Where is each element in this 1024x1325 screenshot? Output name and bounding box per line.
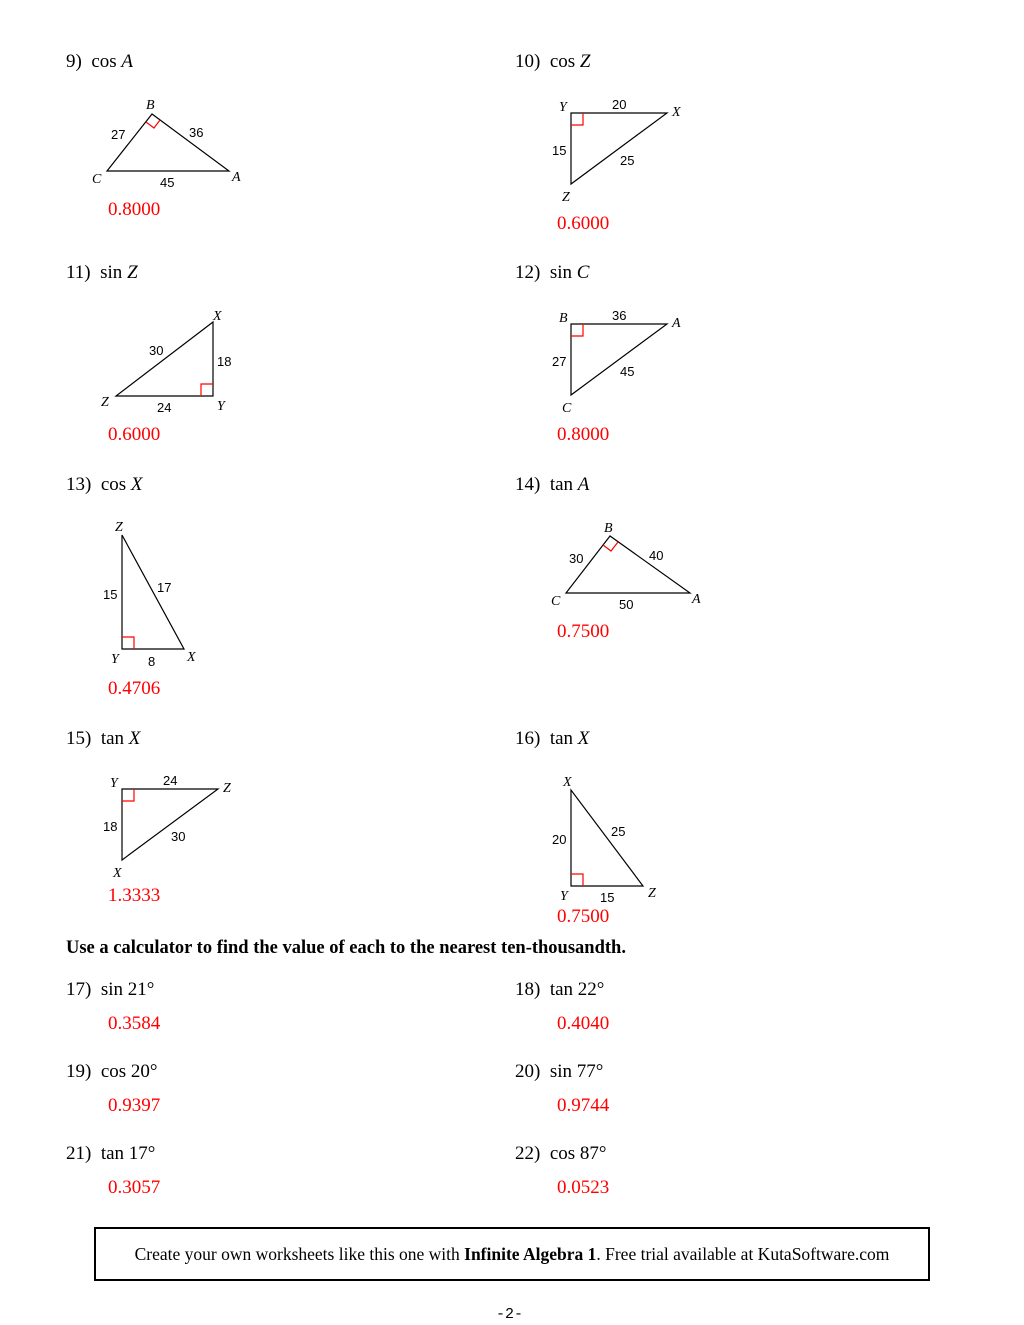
right-angle-marker xyxy=(571,324,583,336)
svg-text:24: 24 xyxy=(157,400,172,415)
problem-16-answer: 0.7500 xyxy=(557,906,610,927)
svg-text:C: C xyxy=(92,172,102,187)
problem-22-label: 22) cos 87° xyxy=(515,1143,607,1164)
right-angle-marker xyxy=(201,384,213,396)
problem-18-label: 18) tan 22° xyxy=(515,979,605,1000)
problem-9-label: 9) cos A xyxy=(66,51,134,72)
svg-text:18: 18 xyxy=(217,354,232,369)
svg-text:B: B xyxy=(559,311,568,326)
svg-text:X: X xyxy=(672,105,681,120)
svg-text:25: 25 xyxy=(611,824,626,839)
svg-text:18: 18 xyxy=(103,819,118,834)
svg-text:B: B xyxy=(604,521,613,536)
svg-text:15: 15 xyxy=(103,587,118,602)
problem-17-label: 17) sin 21° xyxy=(66,979,155,1000)
problem-15-label: 15) tan X xyxy=(66,728,141,749)
svg-text:36: 36 xyxy=(612,308,627,323)
right-angle-marker xyxy=(603,542,618,551)
svg-text:27: 27 xyxy=(552,354,567,369)
svg-text:Y: Y xyxy=(560,889,568,904)
problem-9-answer: 0.8000 xyxy=(108,199,161,220)
problem-10-answer: 0.6000 xyxy=(557,213,610,234)
problem-14-label: 14) tan A xyxy=(515,474,590,495)
problem-13-answer: 0.4706 xyxy=(108,678,161,699)
svg-text:X: X xyxy=(563,775,572,790)
svg-text:50: 50 xyxy=(619,597,634,612)
problem-11-label: 11) sin Z xyxy=(66,262,138,283)
svg-text:Z: Z xyxy=(223,781,231,796)
svg-text:30: 30 xyxy=(149,343,164,358)
svg-text:8: 8 xyxy=(148,654,156,669)
problem-22-answer: 0.0523 xyxy=(557,1177,610,1198)
svg-text:25: 25 xyxy=(620,153,635,168)
instructions-heading: Use a calculator to find the value of each to the nearest ten-thousandth. xyxy=(66,938,626,958)
problem-17-answer: 0.3584 xyxy=(108,1013,161,1034)
problem-16-label: 16) tan X xyxy=(515,728,590,749)
svg-text:Y: Y xyxy=(111,652,119,667)
problem-15-answer: 1.3333 xyxy=(108,885,161,906)
svg-text:36: 36 xyxy=(189,125,204,140)
svg-text:A: A xyxy=(232,170,241,185)
svg-text:Y: Y xyxy=(217,399,225,414)
svg-text:X: X xyxy=(213,309,222,324)
footer-product-name: Infinite Algebra 1 xyxy=(464,1243,597,1264)
svg-text:Y: Y xyxy=(110,776,118,791)
triangle-figure-11 xyxy=(95,303,245,418)
svg-text:A: A xyxy=(672,316,681,331)
svg-text:X: X xyxy=(187,650,196,665)
problem-11-answer: 0.6000 xyxy=(108,424,161,445)
footer-banner xyxy=(94,1227,930,1281)
svg-text:15: 15 xyxy=(600,890,615,905)
triangle-figure-13 xyxy=(95,515,215,673)
problem-12-label: 12) sin C xyxy=(515,262,590,283)
problem-13-label: 13) cos X xyxy=(66,474,143,495)
svg-text:40: 40 xyxy=(649,548,664,563)
svg-text:17: 17 xyxy=(157,580,172,595)
triangle-figure-14 xyxy=(540,515,720,621)
svg-text:C: C xyxy=(562,401,572,416)
problem-12-answer: 0.8000 xyxy=(557,424,610,445)
footer-suffix: . Free trial available at KutaSoftware.com xyxy=(596,1243,890,1264)
svg-text:20: 20 xyxy=(612,97,627,112)
svg-text:30: 30 xyxy=(171,829,186,844)
problem-10-label: 10) cos Z xyxy=(515,51,591,72)
triangle-figure-12 xyxy=(545,303,695,421)
problem-20-answer: 0.9744 xyxy=(557,1095,610,1116)
page-number: -2- xyxy=(496,1306,524,1323)
svg-text:Z: Z xyxy=(562,190,570,205)
svg-text:X: X xyxy=(113,866,122,881)
svg-text:B: B xyxy=(146,98,155,113)
svg-text:45: 45 xyxy=(620,364,635,379)
triangle-figure-15 xyxy=(96,768,246,886)
footer-prefix: Create your own worksheets like this one with xyxy=(134,1243,460,1264)
svg-text:Z: Z xyxy=(115,520,123,535)
triangle-figure-9 xyxy=(80,90,270,200)
svg-text:20: 20 xyxy=(552,832,567,847)
svg-text:Z: Z xyxy=(648,886,656,901)
problem-19-label: 19) cos 20° xyxy=(66,1061,158,1082)
svg-text:30: 30 xyxy=(569,551,584,566)
right-angle-marker xyxy=(571,113,583,125)
svg-text:Z: Z xyxy=(101,395,109,410)
problem-20-label: 20) sin 77° xyxy=(515,1061,604,1082)
right-angle-marker xyxy=(146,120,160,128)
svg-text:A: A xyxy=(692,592,701,607)
problem-21-label: 21) tan 17° xyxy=(66,1143,156,1164)
right-angle-marker xyxy=(571,874,583,886)
svg-text:15: 15 xyxy=(552,143,567,158)
right-angle-marker xyxy=(122,637,134,649)
problem-19-answer: 0.9397 xyxy=(108,1095,161,1116)
svg-text:24: 24 xyxy=(163,773,178,788)
right-angle-marker xyxy=(122,789,134,801)
problem-14-answer: 0.7500 xyxy=(557,621,610,642)
triangle-figure-16 xyxy=(545,768,675,908)
svg-text:Y: Y xyxy=(559,100,567,115)
svg-text:27: 27 xyxy=(111,127,126,142)
svg-text:45: 45 xyxy=(160,175,175,190)
problem-21-answer: 0.3057 xyxy=(108,1177,161,1198)
svg-text:C: C xyxy=(551,594,561,609)
triangle-figure-10 xyxy=(545,92,695,210)
problem-18-answer: 0.4040 xyxy=(557,1013,610,1034)
